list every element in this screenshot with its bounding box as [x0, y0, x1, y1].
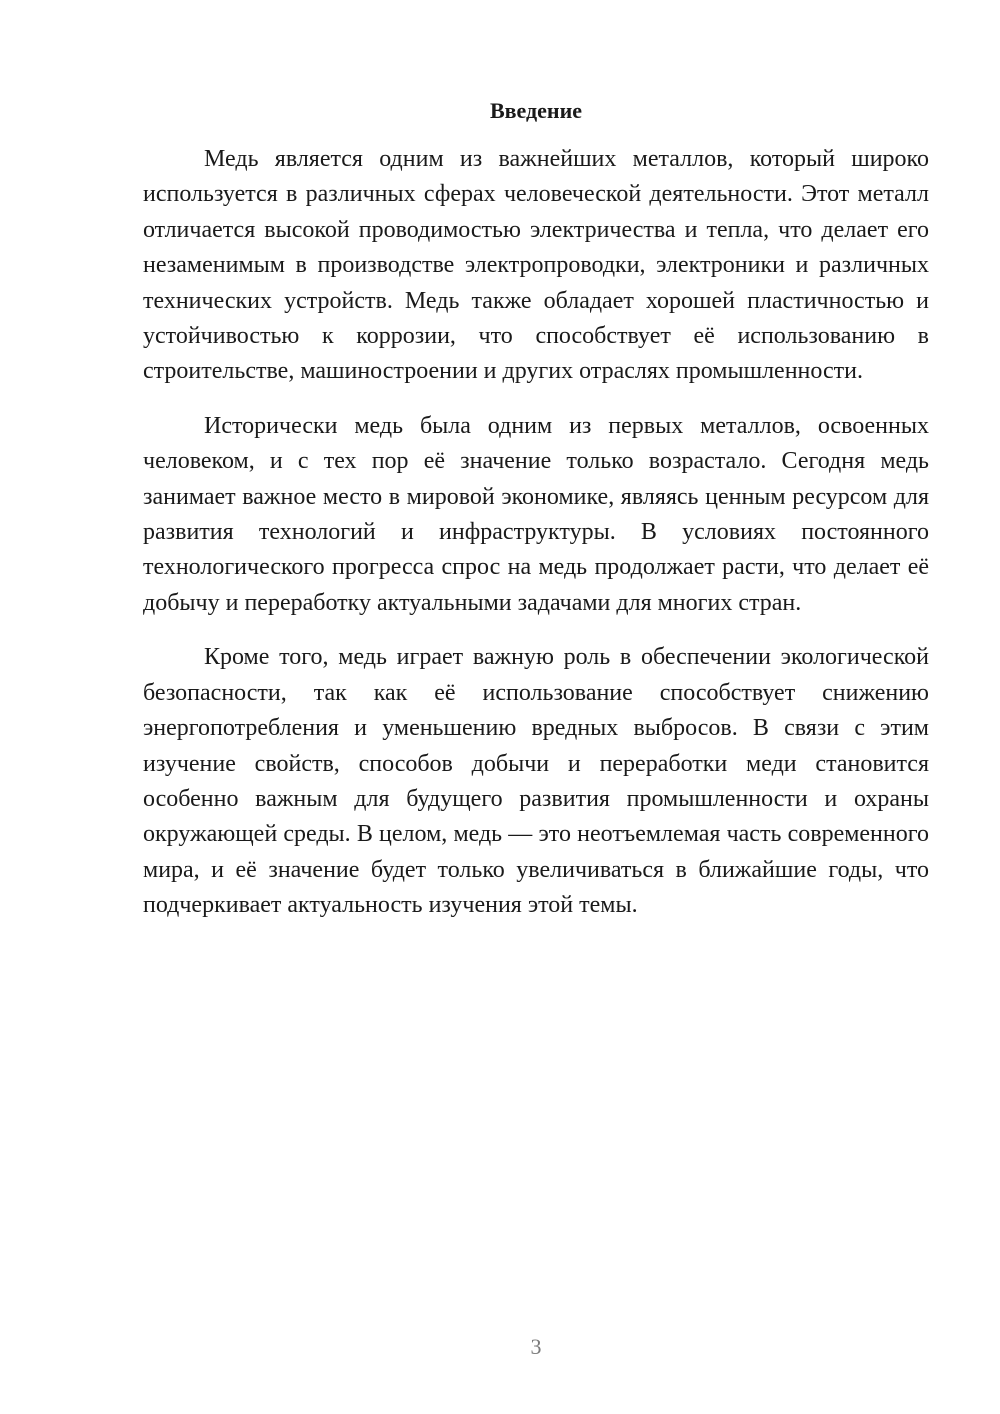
page-number: 3 — [530, 1334, 542, 1359]
paragraph-3: Кроме того, медь играет важную роль в обеспечении экологической безопасности, так как её использование способствует снижению энергопотребления и уменьшению вредных выбросов. В связи с этим изучение свойств, способов добычи и переработки меди становится особенно важным для будущего развития промышленности и охраны окружающей среды. В целом, медь — это неотъемлемая часть современного мира, и её значение будет только увеличиваться в ближайшие годы, что подчеркивает актуальность изучения этой темы. — [143, 644, 929, 919]
paragraph-1: Медь является одним из важнейших металлов, который широко используется в различных сферах человеческой деятельности. Этот металл отличается высокой проводимостью электричества и тепла, что делает его незаменимым в производстве электропроводки, электроники и различных технических устройств. Медь также обладает хорошей пластичностью и устойчивостью к коррозии, что способствует её использованию в строительстве, машиностроении и других отраслях промышленности. — [143, 146, 929, 385]
body-text — [143, 142, 929, 943]
page-title: Введение — [489, 98, 583, 123]
paragraph-2: Исторически медь была одним из первых металлов, освоенных человеком, и с тех пор её значение только возрастало. Сегодня медь занимает важное место в мировой экономике, являясь ценным ресурсом для развития технологий и инфраструктуры. В условиях постоянного технологического прогресса спрос на медь продолжает расти, что делает её добычу и переработку актуальными задачами для многих стран. — [143, 412, 929, 616]
